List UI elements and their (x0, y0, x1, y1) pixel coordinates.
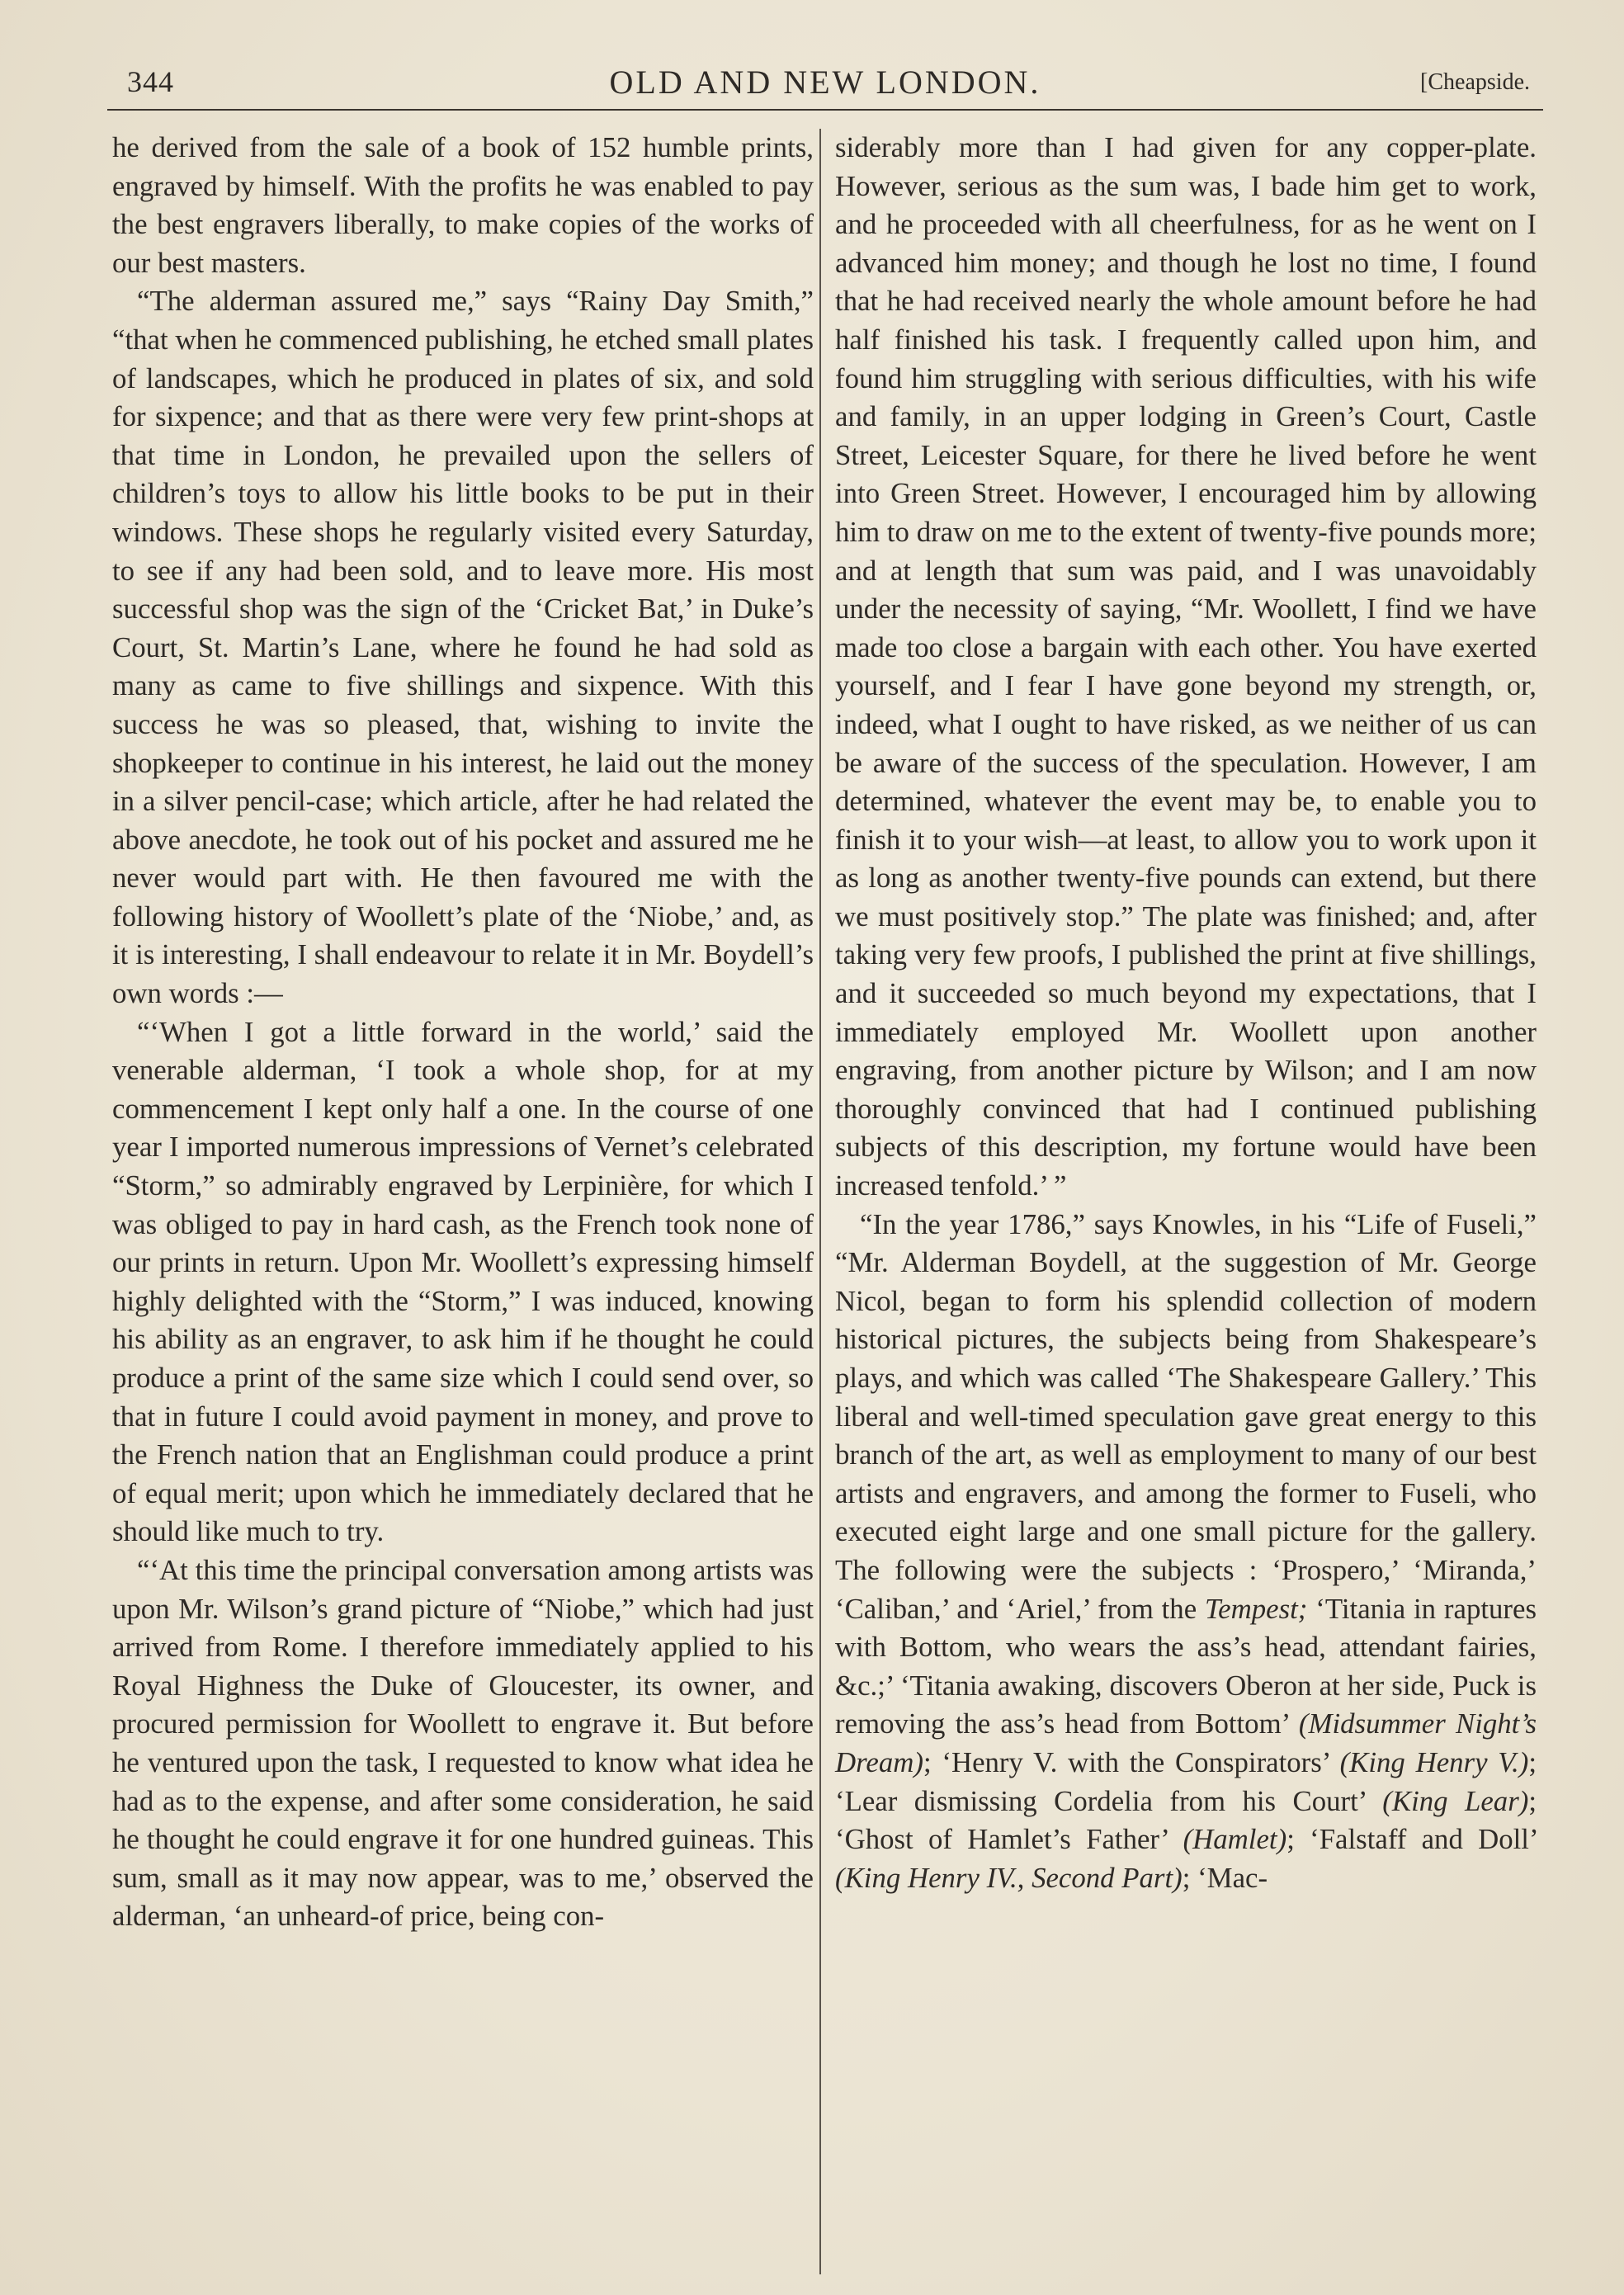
column-divider (819, 129, 821, 2274)
page-header (107, 59, 1543, 109)
text-run: ; ‘Henry V. with the Conspirators’ (923, 1745, 1329, 1778)
play-title: (Midsummer Night’s Dream) (835, 1707, 1537, 1778)
play-title: (Hamlet) (1183, 1823, 1287, 1856)
running-title: OLD AND NEW LONDON. (609, 64, 1041, 101)
play-title: (King Henry IV., Second Part) (835, 1861, 1183, 1894)
header-rule (107, 109, 1543, 111)
paragraph: “The alderman assured me,” says “Rainy Day Smith,” “that when he commenced publishing, he etched small plates of landscapes, which he produced in plates of six, and sold for sixpence; and that as there were very few print-shops at that time in London, he prevailed upon the sellers of children’s toys to allow his little books to be put in their windows. These shops he regularly visited every Saturday, to see if any had been sold, and to leave more. His most successful shop was the sign of the ‘Cricket Bat,’ in Duke’s Court, St. Martin’s Lane, where he found he had sold as many as came to five shillings and sixpence. With this success he was so pleased, that, wishing to invite the shopkeeper to continue in his interest, he laid out the money in a silver pencil-case; which article, after he had related the above anecdote, he took out of his pocket and assured me he never would part with. He then favoured me with the following history of Woollett’s plate of the ‘Niobe,’ and, as it is interesting, I shall endeavour to relate it in Mr. Boydell’s own words :— (112, 285, 814, 1010)
paragraph: he derived from the sale of a book of 152 humble prints, engraved by himself. With the profits he was enabled to pay the best engravers liberally, to make copies of the works of our best masters. (112, 131, 814, 279)
left-column (112, 129, 814, 1936)
paragraph (835, 1206, 1537, 1898)
right-column (835, 129, 1537, 1897)
text-run: ; ‘Falstaff and Doll’ (1286, 1823, 1537, 1856)
paragraph: “‘When I got a little forward in the world,’ said the venerable alderman, ‘I took a whole shop, for at my commencement I kept only half a one. In the course of one year I imported numerous impressions of Vernet’s celebrated “Storm,” so admirably engraved by Lerpinière, for which I was obliged to pay in hard cash, as the French took none of our prints in return. Upon Mr. Woollett’s expressing himself highly delighted with the “Storm,” I was induced, knowing his ability as an engraver, to ask him if he thought he could produce a print of the same size which I could send over, so that in future I could avoid payment in money, and prove to the French nation that an Englishman could produce a print of equal merit; upon which he immediately declared that he should like much to try. (112, 1015, 814, 1548)
play-title: (King Lear) (1382, 1784, 1529, 1817)
text-run: ; ‘Lear dismissing Cordelia from his Court’ (835, 1745, 1537, 1817)
text-run: ‘Titania in raptures with Bottom, who wears the ass’s head, attendant fairies, &c.;’ ‘Titania awaking, discovers Oberon at her side, Puck is removing the ass’s head from Bottom’ (835, 1592, 1537, 1740)
play-title: (King Henry V.) (1339, 1745, 1529, 1778)
text-run: “In the year 1786,” says Knowles, in his “Life of Fuseli,” “Mr. Alderman Boydell, at the suggestion of Mr. George Nicol, began to form his splendid collection of modern historical pictures, the subjects being from Shakespeare’s plays, and which was called ‘The Shakespeare Gallery.’ This liberal and well-timed speculation gave great energy to this branch of the art, as well as employment to many of our best artists and engravers, and among the former to Fuseli, who executed eight large and one small picture for the gallery. The following were the subjects : ‘Prospero,’ ‘Miranda,’ ‘Caliban,’ and ‘Ariel,’ from the (835, 1207, 1537, 1625)
paragraph: siderably more than I had given for any copper-plate. However, serious as the sum was, I bade him get to work, and he proceeded with all cheerfulness, for as he went on I advanced him money; and though he lost no time, I found that he had received nearly the whole amount before he had half finished his task. I frequently called upon him, and found him struggling with serious difficulties, with his wife and family, in an upper lodging in Green’s Court, Castle Street, Leicester Square, for there he lived before he went into Green Street. However, I encouraged him by allowing him to draw on me to the extent of twenty-five pounds more; and at length that sum was paid, and I was unavoidably under the necessity of saying, “Mr. Woollett, I find we have made too close a bargain with each other. You have exerted yourself, and I fear I have gone beyond my strength, or, indeed, what I ought to have risked, as we neither of us can be aware of the success of the speculation. However, I am determined, whatever the event may be, to enable you to finish it to your wish—at least, to allow you to work upon it as long as another twenty-five pounds can extend, but there we must positively stop.” The plate was finished; and, after taking very few proofs, I published the print at five shillings, and it succeeded so much beyond my expectations, that I immediately employed Mr. Woollett upon another engraving, from another picture by Wilson; and I am now thoroughly convinced that had I continued publishing subjects of this description, my fortune would have been increased tenfold.’ ” (835, 131, 1537, 1202)
paragraph: “‘At this time the principal conversation among artists was upon Mr. Wilson’s grand picture of “Niobe,” which had just arrived from Rome. I therefore immediately applied to his Royal Highness the Duke of Gloucester, its owner, and procured permission for Woollett to engrave it. But before he ventured upon the task, I requested to know what idea he had as to the expense, and after some consideration, he said he thought he could engrave it for one hundred guineas. This sum, small as it may now appear, was to me,’ observed the alderman, ‘an unheard-of price, being con- (112, 1553, 814, 1933)
text-run: ; ‘Mac- (1182, 1861, 1268, 1894)
section-tag: [Cheapside. (1420, 69, 1530, 95)
text-run: ; ‘Ghost of Hamlet’s Father’ (835, 1784, 1537, 1856)
page-number: 344 (127, 65, 174, 98)
play-title: Tempest; (1205, 1592, 1308, 1625)
